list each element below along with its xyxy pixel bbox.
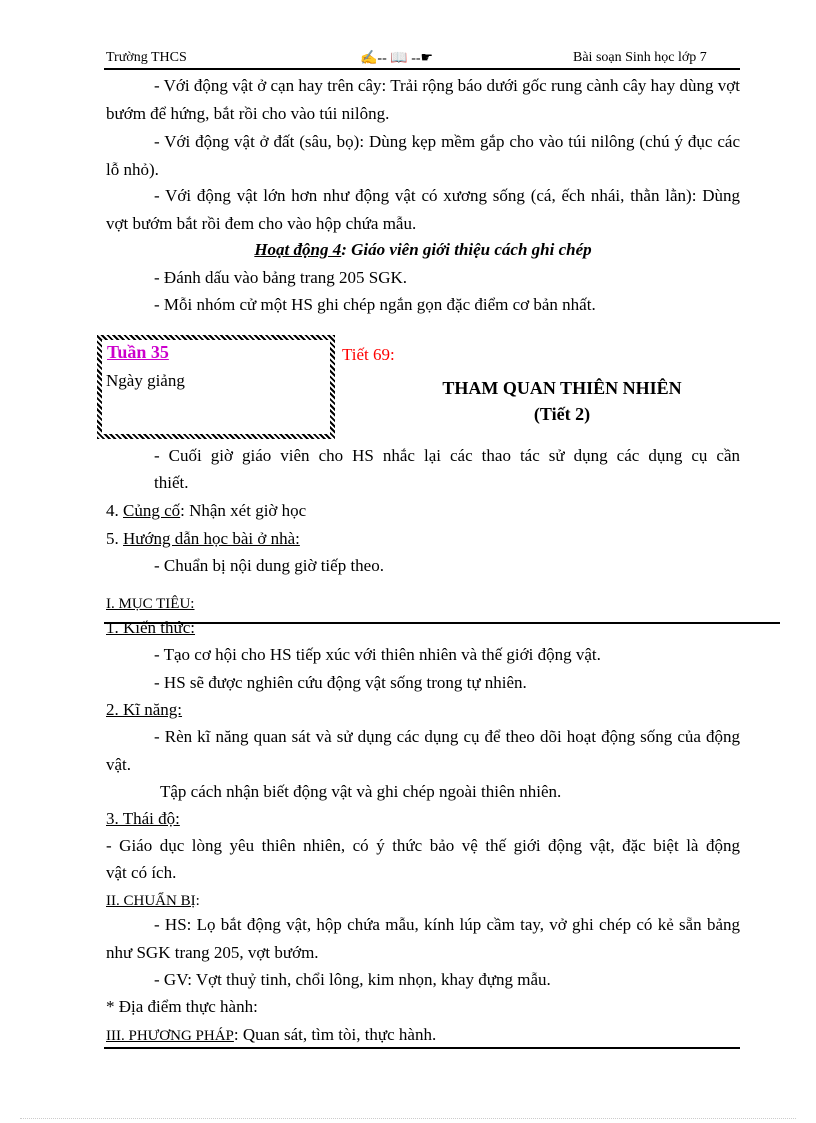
footer-rule [104,1047,740,1049]
method-line [106,1021,436,1050]
homework-label: Hướng dẫn học bài ở nhà: [123,529,300,548]
skills-heading: 2. Kĩ năng: [106,700,183,719]
teaching-date-label: Ngày giảng [106,371,185,390]
preparation-heading-colon: : [195,893,200,909]
knowledge-item-1: - Tạo cơ hội cho HS tiếp xúc với thiên nhiên và thế giới động vật. [154,645,601,664]
practice-location: * Địa điểm thực hành: [106,997,258,1016]
paragraph-review-steps: - Cuối giờ giáo viên cho HS nhắc lại các thao tác sử dụng các dụng cụ cần [154,446,740,465]
paragraph-review-steps-cont: thiết. [154,473,189,492]
skills-item-2: Tập cách nhận biết động vật và ghi chép ngoài thiên nhiên. [160,782,562,801]
paragraph-group-notes: - Mỗi nhóm cử một HS ghi chép ngắn gọn đặc điểm cơ bản nhất. [154,295,596,314]
paragraph-soil-animals: - Với động vật ở đất (sâu, bọ): Dùng kẹp mềm gắp cho vào túi nilông (chú ý đục các lỗ nhỏ). [106,132,740,179]
header-school: Trường THCS [106,50,187,65]
knowledge-item-2: - HS sẽ được nghiên cứu động vật sống trong tự nhiên. [154,673,527,692]
method-heading: III. PHƯƠNG PHÁP [106,1028,234,1044]
consolidation-line [106,497,306,525]
preparation-heading-label: II. CHUẨN BỊ [106,893,196,909]
objectives-heading: I. MỤC TIÊU: [106,596,195,612]
homework-text: - Chuẩn bị nội dung giờ tiếp theo. [154,556,384,575]
attitude-item-1-cont: vật có ích. [106,863,177,882]
page-bottom-border [20,1118,796,1119]
activity-4-label: Hoạt động 4 [254,240,342,259]
paragraph-vertebrates: - Với động vật lớn hơn như động vật có xương sống (cá, ếch nhái, thằn lằn): Dùng vợt bướm bắt rồi đem cho vào hộp chứa mẫu. [106,186,740,233]
preparation-teacher: - GV: Vợt thuỷ tinh, chổi lông, kim nhọn, khay đựng mẫu. [154,970,551,989]
preparation-students: - HS: Lọ bắt động vật, hộp chứa mẫu, kính lúp cầm tay, vở ghi chép có kẻ sẵn bảng như SGK trang 205, vợt bướm. [106,915,740,962]
attitude-item-1: - Giáo dục lòng yêu thiên nhiên, có ý thức bảo vệ thế giới động vật, đặc biệt là động [106,836,740,855]
activity-4-text: : Giáo viên giới thiệu cách ghi chép [341,240,592,259]
header-ornament: ✍-- 📖 --☛ [360,51,434,66]
header-subject: Bài soạn Sinh học lớp 7 [573,50,707,65]
method-text: : Quan sát, tìm tòi, thực hành. [233,1025,437,1044]
attitude-heading: 3. Thái độ: [106,809,180,828]
period-label: Tiết 69: [342,345,395,364]
lesson-subtitle: (Tiết 2) [533,404,591,424]
homework-line [106,525,300,553]
consolidation-label: Củng cố [123,501,181,520]
week-label: Tuần 35 [107,342,169,362]
knowledge-heading: 1. Kiến thức: [106,618,196,637]
activity-4-heading [106,236,740,264]
paragraph-mark-table: - Đánh dấu vào bảng trang 205 SGK. [154,268,408,287]
lesson-title: THAM QUAN THIÊN NHIÊN [442,378,682,398]
header-rule [104,68,740,70]
consolidation-text: : Nhận xét giờ học [180,501,307,520]
homework-number: 5. [106,529,123,548]
skills-item-1: - Rèn kĩ năng quan sát và sử dụng các dụng cụ để theo dõi hoạt động sống của động vật. [106,727,740,774]
objectives-rule [104,622,780,624]
paragraph-tree-animals: - Với động vật ở cạn hay trên cây: Trải rộng báo dưới gốc rung cành cây hay dùng vợt bướm để hứng, bắt rồi cho vào túi nilông. [106,76,740,123]
consolidation-number: 4. [106,501,123,520]
